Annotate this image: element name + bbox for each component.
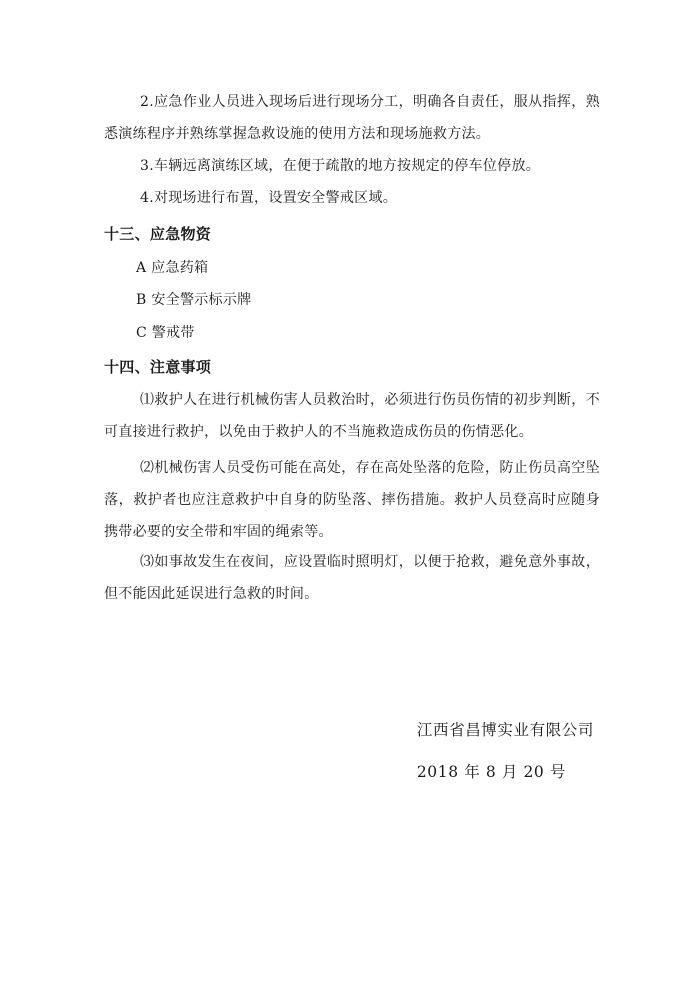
supply-item-cordon-tape: C 警戒带 (136, 325, 195, 341)
precaution-note-2: ⑵机械伤害人员受伤可能在高处，存在高处坠落的危险，防止伤员高空坠落，救护者也应注意救护中自身的防坠落、摔伤措施。救护人员登高时应随身携带必要的安全带和牢固的绳索等。 (104, 460, 600, 540)
section-heading-emergency-supplies: 十三、应急物资 (104, 225, 212, 243)
precaution-note-3: ⑶如事故发生在夜间，应设置临时照明灯，以便于抢救，避免意外事故，但不能因此延误进行急救的时间。 (104, 554, 600, 602)
section-heading-precautions: 十四、注意事项 (104, 358, 212, 376)
supply-item-warning-sign: B 安全警示标示牌 (136, 292, 252, 308)
paragraph-step-2: 2.应急作业人员进入现场后进行现场分工，明确各自责任，服从指挥，熟悉演练程序并熟练掌握急救设施的使用方法和现场施救方法。 (104, 94, 600, 142)
paragraph-step-3: 3.车辆远离演练区域，在便于疏散的地方按规定的停车位停放。 (140, 158, 541, 174)
paragraph-step-4: 4.对现场进行布置，设置安全警戒区域。 (140, 190, 398, 206)
precaution-note-1: ⑴救护人在进行机械伤害人员救治时，必须进行伤员伤情的初步判断，不可直接进行救护，以免由于救护人的不当施救造成伤员的伤情恶化。 (104, 392, 600, 440)
supply-item-first-aid-kit: A 应急药箱 (136, 260, 209, 276)
signature-date: 2018 年 8 月 20 号 (416, 763, 566, 781)
signature-company: 江西省昌博实业有限公司 (416, 721, 594, 739)
